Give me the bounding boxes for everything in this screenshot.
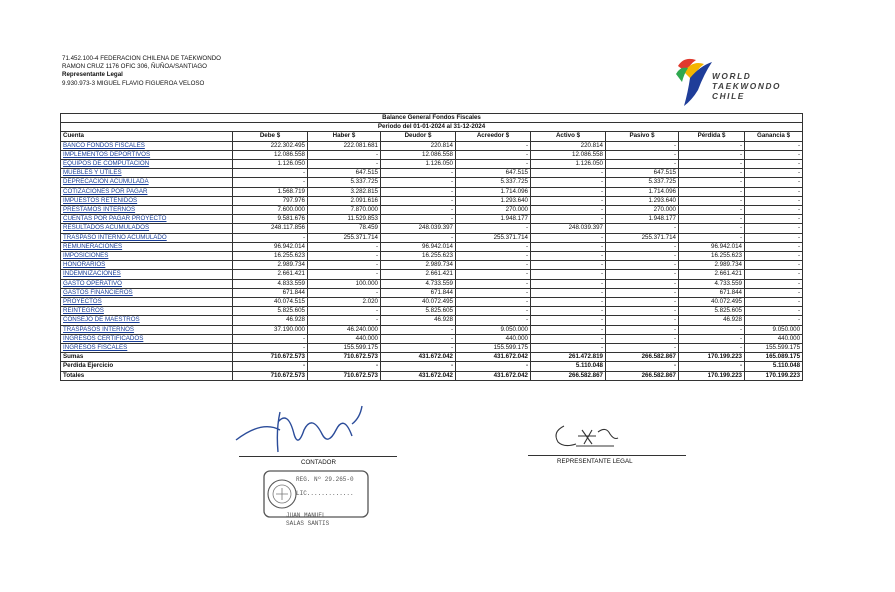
amount-cell: - [456,160,531,169]
amount-cell: 1.714.096 [606,187,679,196]
table-row [61,187,803,196]
account-name[interactable]: IMPUESTOS RETENIDOS [61,196,233,205]
logo-word-chile: CHILE [712,91,745,102]
amount-cell: - [606,279,679,288]
amount-cell: 46.928 [381,316,456,325]
amount-cell: 11.529.853 [308,215,381,224]
table-row [61,288,803,297]
table-row [61,141,803,150]
amount-cell: - [606,316,679,325]
amount-cell: - [679,150,745,159]
table-row [61,316,803,325]
table-row [61,344,803,353]
amount-cell: 1.293.640 [606,196,679,205]
amount-cell: 1.714.096 [456,187,531,196]
account-name[interactable]: EQUIPOS DE COMPUTACION [61,160,233,169]
amount-cell: 248.117.856 [233,224,308,233]
amount-cell: - [745,298,803,307]
amount-cell: 431.672.042 [456,371,531,380]
amount-cell: - [679,206,745,215]
amount-cell: 2.989.734 [381,261,456,270]
logo-word-taekwondo: TAEKWONDO [712,81,782,92]
stamp-name-line1: JUAN MANUEL [286,512,326,519]
summary-row [61,362,803,371]
amount-cell: 12.086.558 [381,150,456,159]
table-row [61,242,803,251]
amount-cell: 9.050.000 [745,325,803,334]
table-row [61,307,803,316]
amount-cell: - [531,187,606,196]
amount-cell: - [679,196,745,205]
column-header: Pérdida $ [679,132,745,141]
column-header: Deudor $ [381,132,456,141]
amount-cell: 710.672.573 [233,371,308,380]
amount-cell: - [606,288,679,297]
table-row [61,261,803,270]
amount-cell: 671.844 [679,288,745,297]
account-name[interactable]: IMPLEMENTOS DEPORTIVOS [61,150,233,159]
amount-cell: 16.255.623 [381,252,456,261]
federation-line: 71.452.100-4 FEDERACION CHILENA DE TAEKWONDO [62,55,221,62]
amount-cell: - [745,233,803,242]
amount-cell: 1.126.050 [531,160,606,169]
amount-cell: - [531,316,606,325]
logo-word-world: WORLD [712,71,752,81]
amount-cell: - [679,178,745,187]
amount-cell: - [745,270,803,279]
amount-cell: 78.459 [308,224,381,233]
amount-cell: - [745,169,803,178]
address-line: RAMON CRUZ 1176 OFIC 306, ÑUÑOA/SANTIAGO [62,63,207,71]
amount-cell: 255.371.714 [308,233,381,242]
amount-cell: - [606,150,679,159]
amount-cell: - [745,307,803,316]
amount-cell: - [381,206,456,215]
amount-cell: - [531,252,606,261]
amount-cell: - [679,187,745,196]
account-name[interactable]: MUEBLES Y UTILES [61,169,233,178]
amount-cell: - [381,325,456,334]
amount-cell: - [745,141,803,150]
account-name[interactable]: CONSEJO DE MAESTROS [61,316,233,325]
amount-cell: - [456,150,531,159]
amount-cell: 220.814 [531,141,606,150]
stamp-reg-number: REG. Nº 29.265-0 [296,476,354,483]
contador-label: CONTADOR [301,459,336,466]
account-name[interactable]: CUENTAS POR PAGAR PROYECTO [61,215,233,224]
amount-cell: 40.074.515 [233,298,308,307]
amount-cell: - [606,141,679,150]
amount-cell: 2.989.734 [679,261,745,270]
amount-cell: 266.582.867 [606,371,679,380]
amount-cell: - [233,334,308,343]
amount-cell: 440.000 [745,334,803,343]
amount-cell: 37.190.000 [233,325,308,334]
amount-cell: - [606,261,679,270]
amount-cell: 1.948.177 [456,215,531,224]
amount-cell: - [456,224,531,233]
table-row [61,325,803,334]
column-header: Pasivo $ [606,132,679,141]
amount-cell: - [308,307,381,316]
amount-cell: 165.089.175 [745,353,803,362]
amount-cell: - [745,288,803,297]
account-name[interactable]: BANCO FONDOS FISCALES [61,141,233,150]
account-name[interactable]: REMUNERACIONES [61,242,233,251]
amount-cell: 671.844 [381,288,456,297]
amount-cell: - [308,261,381,270]
amount-cell: - [308,288,381,297]
amount-cell: 5.337.725 [606,178,679,187]
amount-cell: - [456,261,531,270]
amount-cell: - [381,215,456,224]
table-row [61,233,803,242]
table-row [61,206,803,215]
amount-cell: - [531,288,606,297]
amount-cell: - [531,233,606,242]
summary-row [61,353,803,362]
amount-cell: 431.672.042 [381,353,456,362]
table-row [61,169,803,178]
amount-cell: - [606,334,679,343]
amount-cell: - [679,141,745,150]
amount-cell: 647.515 [456,169,531,178]
stamp-name-line2: SALAS SANTIS [286,520,330,527]
amount-cell: 270.000 [456,206,531,215]
amount-cell: - [745,160,803,169]
amount-cell: - [381,187,456,196]
amount-cell: 155.599.175 [456,344,531,353]
amount-cell: 2.661.421 [381,270,456,279]
amount-cell: 5.337.725 [308,178,381,187]
document-header [62,55,221,88]
amount-cell: - [531,334,606,343]
amount-cell: 2.091.616 [308,196,381,205]
amount-cell: 2.661.421 [679,270,745,279]
account-name[interactable]: COTIZACIONES POR PAGAR [61,187,233,196]
amount-cell: 100.000 [308,279,381,288]
table-row [61,178,803,187]
summary-row [61,371,803,380]
column-header: Haber $ [308,132,381,141]
amount-cell: 270.000 [606,206,679,215]
amount-cell: - [233,178,308,187]
amount-cell: - [531,242,606,251]
amount-cell: - [606,325,679,334]
representative-signature [548,418,628,454]
amount-cell: - [606,270,679,279]
amount-cell: - [456,279,531,288]
amount-cell: 1.126.050 [233,160,308,169]
amount-cell: 440.000 [308,334,381,343]
amount-cell: 1.948.177 [606,215,679,224]
amount-cell: - [679,362,745,371]
amount-cell: - [381,344,456,353]
representative-line [528,455,686,456]
amount-cell: - [381,233,456,242]
table-header-row [61,132,803,141]
amount-cell: - [745,187,803,196]
amount-cell: 170.199.223 [745,371,803,380]
amount-cell: - [531,344,606,353]
amount-cell: 16.255.623 [233,252,308,261]
account-name[interactable]: TRASPASO INTERNO ACUMULADO [61,233,233,242]
amount-cell: - [679,215,745,224]
amount-cell: - [745,206,803,215]
legal-rep-label: Representante Legal [62,71,123,79]
amount-cell: 440.000 [456,334,531,343]
amount-cell: 155.599.175 [745,344,803,353]
amount-cell: - [745,261,803,270]
amount-cell: - [679,233,745,242]
account-name[interactable]: PROYECTOS [61,298,233,307]
amount-cell: 1.293.640 [456,196,531,205]
amount-cell: - [233,344,308,353]
amount-cell: 155.599.175 [308,344,381,353]
amount-cell: - [456,316,531,325]
amount-cell: 170.199.223 [679,353,745,362]
amount-cell: - [531,206,606,215]
amount-cell: 96.942.014 [381,242,456,251]
amount-cell: - [233,233,308,242]
amount-cell: - [381,334,456,343]
amount-cell: 2.020 [308,298,381,307]
amount-cell: - [531,215,606,224]
account-name[interactable]: IMPOSICIONES [61,252,233,261]
amount-cell: 248.039.397 [531,224,606,233]
amount-cell: 261.472.819 [531,353,606,362]
stamp-lic: LIC............. [296,490,354,497]
amount-cell: - [308,316,381,325]
table-row [61,270,803,279]
contador-signature [232,400,382,458]
amount-cell: - [531,325,606,334]
amount-cell: 4.733.559 [381,279,456,288]
amount-cell: 1.126.050 [381,160,456,169]
amount-cell: 248.039.397 [381,224,456,233]
amount-cell: - [531,178,606,187]
amount-cell: 5.337.725 [456,178,531,187]
table-row [61,279,803,288]
amount-cell: - [606,362,679,371]
amount-cell: 5.825.605 [233,307,308,316]
amount-cell: 9.581.676 [233,215,308,224]
amount-cell: 96.942.014 [679,242,745,251]
amount-cell: - [679,344,745,353]
amount-cell: - [308,160,381,169]
amount-cell: 170.199.223 [679,371,745,380]
amount-cell: - [456,307,531,316]
amount-cell: - [531,169,606,178]
amount-cell: 3.282.815 [308,187,381,196]
amount-cell: - [745,279,803,288]
amount-cell: 647.515 [606,169,679,178]
amount-cell: 7.870.000 [308,206,381,215]
amount-cell: 255.371.714 [606,233,679,242]
amount-cell: - [679,334,745,343]
amount-cell: 266.582.867 [606,353,679,362]
amount-cell: - [745,242,803,251]
account-name[interactable]: INGRESOS FISCALES [61,344,233,353]
amount-cell: - [745,178,803,187]
table-row [61,215,803,224]
amount-cell: 12.086.558 [531,150,606,159]
amount-cell: 710.672.573 [308,371,381,380]
amount-cell: - [745,150,803,159]
amount-cell: 12.086.558 [233,150,308,159]
amount-cell: - [531,270,606,279]
amount-cell: 96.942.014 [233,242,308,251]
amount-cell: - [745,252,803,261]
amount-cell: 431.672.042 [381,371,456,380]
table-row [61,160,803,169]
amount-cell: - [456,242,531,251]
amount-cell: - [381,178,456,187]
amount-cell: - [233,362,308,371]
amount-cell: - [679,160,745,169]
account-name[interactable]: INGRESOS CERTIFICADOS [61,334,233,343]
amount-cell: - [456,252,531,261]
amount-cell: 46.928 [233,316,308,325]
amount-cell: 2.989.734 [233,261,308,270]
balance-table [60,113,803,381]
amount-cell: - [606,160,679,169]
amount-cell: - [531,279,606,288]
amount-cell: 4.733.559 [679,279,745,288]
amount-cell: 1.568.719 [233,187,308,196]
amount-cell: - [233,169,308,178]
amount-cell: - [531,196,606,205]
account-name[interactable]: GASTOS FINANCIEROS [61,288,233,297]
amount-cell: 647.515 [308,169,381,178]
table-title: Balance General Fondos Fiscales [61,114,803,123]
amount-cell: 40.072.495 [679,298,745,307]
account-name[interactable]: TRASPASOS INTERNOS [61,325,233,334]
account-name[interactable]: RESULTADOS ACUMULADOS [61,224,233,233]
amount-cell: - [381,169,456,178]
amount-cell: 7.600.000 [233,206,308,215]
amount-cell: - [381,362,456,371]
amount-cell: 222.302.495 [233,141,308,150]
amount-cell: - [606,307,679,316]
row-label: Perdida Ejercicio [61,362,233,371]
column-header: Activo $ [531,132,606,141]
amount-cell: - [456,362,531,371]
amount-cell: - [531,298,606,307]
account-name[interactable]: PRESTAMOS INTERNOS [61,206,233,215]
amount-cell: - [745,316,803,325]
amount-cell: 5.110.048 [745,362,803,371]
account-name[interactable]: DEPRECACION ACUMULADA [61,178,233,187]
amount-cell: 431.672.042 [456,353,531,362]
account-name[interactable]: REINTEGROS [61,307,233,316]
amount-cell: - [745,196,803,205]
amount-cell: 46.928 [679,316,745,325]
row-label: Totales [61,371,233,380]
amount-cell: - [745,215,803,224]
row-label: Sumas [61,353,233,362]
column-header: Debe $ [233,132,308,141]
amount-cell: - [606,344,679,353]
amount-cell: - [531,261,606,270]
amount-cell: - [308,252,381,261]
amount-cell: - [456,141,531,150]
amount-cell: 4.833.559 [233,279,308,288]
table-row [61,224,803,233]
amount-cell: 5.110.048 [531,362,606,371]
table-row [61,334,803,343]
amount-cell: 9.050.000 [456,325,531,334]
amount-cell: 710.672.573 [233,353,308,362]
amount-cell: 671.844 [233,288,308,297]
amount-cell: 222.081.681 [308,141,381,150]
amount-cell: - [456,270,531,279]
amount-cell: - [531,307,606,316]
amount-cell: 255.371.714 [456,233,531,242]
account-name[interactable]: GASTO OPERATIVO [61,279,233,288]
amount-cell: - [308,150,381,159]
amount-cell: 797.976 [233,196,308,205]
amount-cell: - [745,224,803,233]
amount-cell: 710.672.573 [308,353,381,362]
table-row [61,150,803,159]
account-name[interactable]: INDEMNIZACIONES [61,270,233,279]
amount-cell: - [308,270,381,279]
contador-line [239,456,397,457]
amount-cell: - [308,242,381,251]
legal-rep-name: 9.930.973-3 MIGUEL FLAVIO FIGUEROA VELOSO [62,79,205,87]
amount-cell: - [456,288,531,297]
amount-cell: 5.825.605 [679,307,745,316]
amount-cell: - [606,224,679,233]
amount-cell: 16.255.623 [679,252,745,261]
logo-wordmark [712,71,781,102]
amount-cell: - [456,298,531,307]
amount-cell: - [606,242,679,251]
amount-cell: - [679,224,745,233]
amount-cell: 40.072.495 [381,298,456,307]
representative-label: REPRESENTANTE LEGAL [557,458,633,465]
amount-cell: - [308,362,381,371]
amount-cell: - [606,252,679,261]
table-row [61,196,803,205]
column-header: Cuenta [61,132,233,141]
amount-cell: 5.825.605 [381,307,456,316]
column-header: Ganancia $ [745,132,803,141]
amount-cell: - [679,325,745,334]
column-header: Acreedor $ [456,132,531,141]
table-row [61,252,803,261]
amount-cell: 46.240.000 [308,325,381,334]
table-period: Periodo del 01-01-2024 al 31-12-2024 [61,123,803,132]
amount-cell: 266.582.867 [531,371,606,380]
account-name[interactable]: HONORARIOS [61,261,233,270]
amount-cell: - [679,169,745,178]
amount-cell: - [381,196,456,205]
table-row [61,298,803,307]
amount-cell: 220.814 [381,141,456,150]
amount-cell: 2.661.421 [233,270,308,279]
amount-cell: - [606,298,679,307]
